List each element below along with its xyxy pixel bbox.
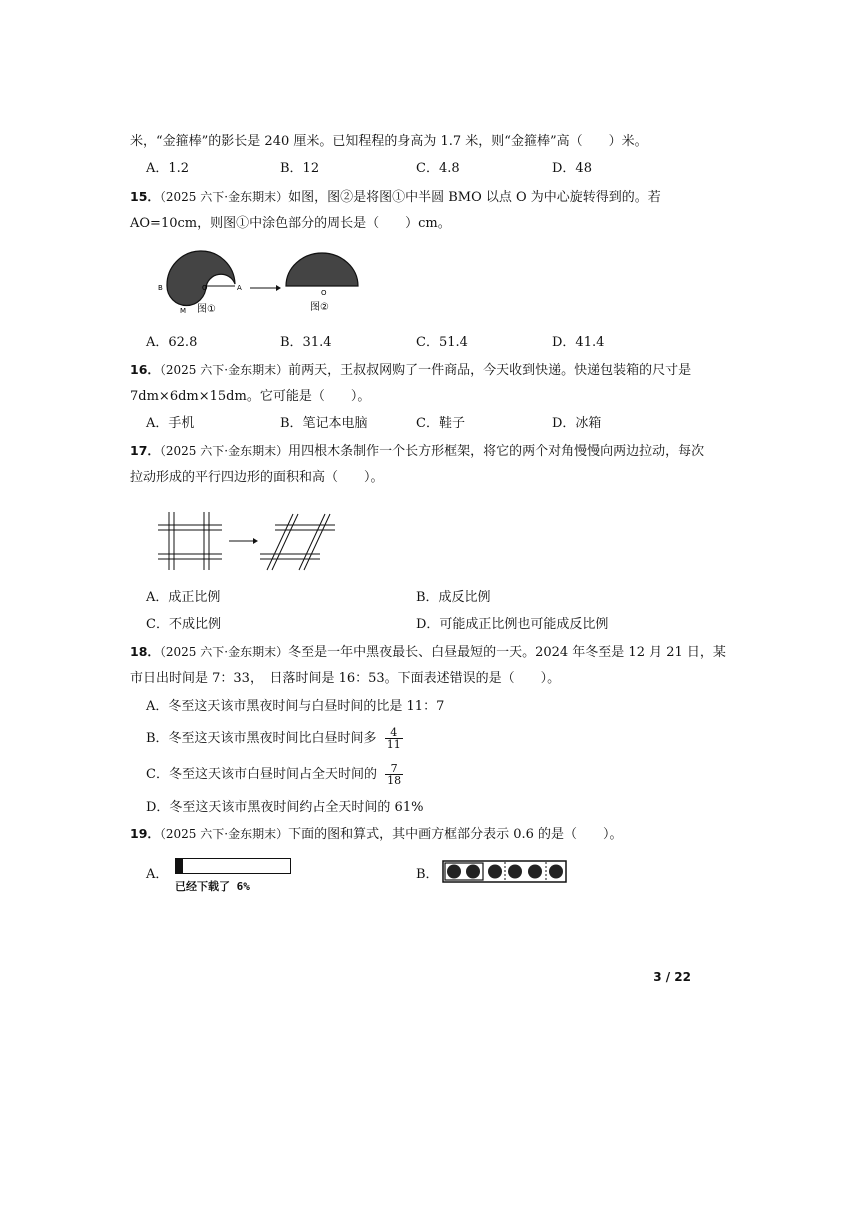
q16-source: （2025 六下·金东期末）: [159, 363, 289, 377]
q16-option-c: C．鞋子: [416, 416, 465, 431]
figure1-caption: 图①: [197, 304, 216, 315]
q18-option-c: [146, 763, 403, 786]
circle: [528, 865, 542, 879]
label-o2: O: [321, 289, 327, 297]
q17-stem: 用四根木条制作一个长方形框架，将它的两个对角慢慢向两边拉动，每次: [288, 444, 705, 459]
denominator: 18: [387, 774, 402, 787]
q18-option-d: D．冬至这天该市黑夜时间约占全天时间的 61%: [146, 800, 424, 815]
q18-option-a: A．冬至这天该市黑夜时间与白昼时间的比是 11：7: [146, 699, 445, 714]
q19-source: （2025 六下·金东期末）: [159, 827, 289, 841]
q16-option-d: D．冰箱: [552, 416, 602, 431]
q17-line1: [130, 442, 704, 461]
q17-number: 17．: [130, 443, 160, 458]
q17-option-a: A．成正比例: [146, 590, 221, 605]
q19-number: 19．: [130, 826, 160, 841]
q19-option-b-label: B．: [416, 867, 439, 882]
label-b: B: [158, 284, 163, 292]
q19-option-a-label: A．: [146, 867, 169, 882]
circle: [549, 865, 563, 879]
figure1-shaded-shape: [167, 251, 235, 305]
q19-stem: 下面的图和算式，其中画方框部分表示 0.6 的是（ ）。: [288, 827, 623, 842]
circle: [447, 865, 461, 879]
q16-stem: 前两天，王叔叔网购了一件商品，今天收到快递。快递包装箱的尺寸是: [288, 363, 692, 378]
q18-line2: 市日出时间是 7：33， 日落时间是 16：53。下面表述错误的是（ ）。: [130, 671, 561, 686]
q14-option-c: C．4.8: [416, 161, 460, 176]
q18-line1: [130, 643, 726, 662]
q15-number: 15．: [130, 189, 160, 204]
label-o1: O: [202, 284, 208, 292]
q14-option-a: A．1.2: [146, 161, 190, 176]
q19-line1: [130, 825, 623, 844]
arrow-head-icon: [276, 285, 281, 291]
q17-source: （2025 六下·金东期末）: [159, 444, 289, 458]
q14-option-d: D．48: [552, 161, 592, 176]
q15-line1: [130, 188, 661, 207]
circle: [508, 865, 522, 879]
numerator: 4: [385, 727, 403, 739]
q15-line2: AO=10cm，则图①中涂色部分的周长是（ ）cm。: [130, 216, 451, 231]
figure2-semicircle: [286, 253, 358, 286]
fraction-4-11: [385, 727, 403, 750]
circle: [466, 865, 480, 879]
q17-option-b: B．成反比例: [416, 590, 491, 605]
q18-stem: 冬至是一年中黑夜最长、白昼最短的一天。2024 年冬至是 12 月 21 日，某: [288, 645, 726, 660]
q17-line2: 拉动形成的平行四边形的面积和高（ ）。: [130, 470, 384, 485]
parallelogram-frame: [260, 514, 335, 570]
q15-option-b: B．31.4: [280, 335, 332, 350]
figure2-caption: 图②: [310, 302, 329, 313]
q18-option-b: [146, 727, 403, 750]
label-m: M: [180, 307, 187, 315]
download-progress-fill: [176, 859, 183, 873]
q19-option-b-figure: [442, 860, 568, 884]
q18-number: 18．: [130, 644, 160, 659]
label-a: A: [237, 284, 242, 292]
q16-line2: 7dm×6dm×15dm。它可能是（ ）。: [130, 389, 371, 404]
numerator: 7: [385, 763, 403, 775]
arrow-head-icon: [253, 538, 258, 544]
q15-option-d: D．41.4: [552, 335, 605, 350]
q16-line1: [130, 361, 691, 380]
page-number: 3 / 22: [653, 970, 691, 984]
q17-option-c: C．不成比例: [146, 617, 221, 632]
download-caption: 已经下载了 6%: [175, 880, 250, 893]
q14-text: 米，“金箍棒”的影长是 240 厘米。已知程程的身高为 1.7 米，则“金箍棒”高（ ）米。: [130, 134, 648, 149]
q16-option-a: A．手机: [146, 416, 195, 431]
fraction-7-18: [385, 763, 403, 786]
q15-option-a: A．62.8: [146, 335, 198, 350]
rectangle-frame: [158, 512, 222, 570]
q17-option-d: D．可能成正比例也可能成反比例: [416, 617, 609, 632]
circle: [488, 865, 502, 879]
q15-stem: 如图，图②是将图①中半圆 BMO 以点 O 为中心旋转得到的。若: [288, 190, 661, 205]
q16-number: 16．: [130, 362, 160, 377]
q14-option-b: B．12: [280, 161, 320, 176]
q15-source: （2025 六下·金东期末）: [159, 190, 289, 204]
download-progress-bar: [175, 858, 291, 874]
q17-figure: [155, 510, 340, 572]
q16-option-b: B．笔记本电脑: [280, 416, 368, 431]
q15-figure: [150, 248, 370, 318]
q18-source: （2025 六下·金东期末）: [159, 645, 289, 659]
q18-option-b-text: B．冬至这天该市黑夜时间比白昼时间多: [146, 731, 377, 746]
q18-option-c-text: C．冬至这天该市白昼时间占全天时间的: [146, 767, 377, 782]
denominator: 11: [386, 738, 401, 751]
q15-option-c: C．51.4: [416, 335, 468, 350]
